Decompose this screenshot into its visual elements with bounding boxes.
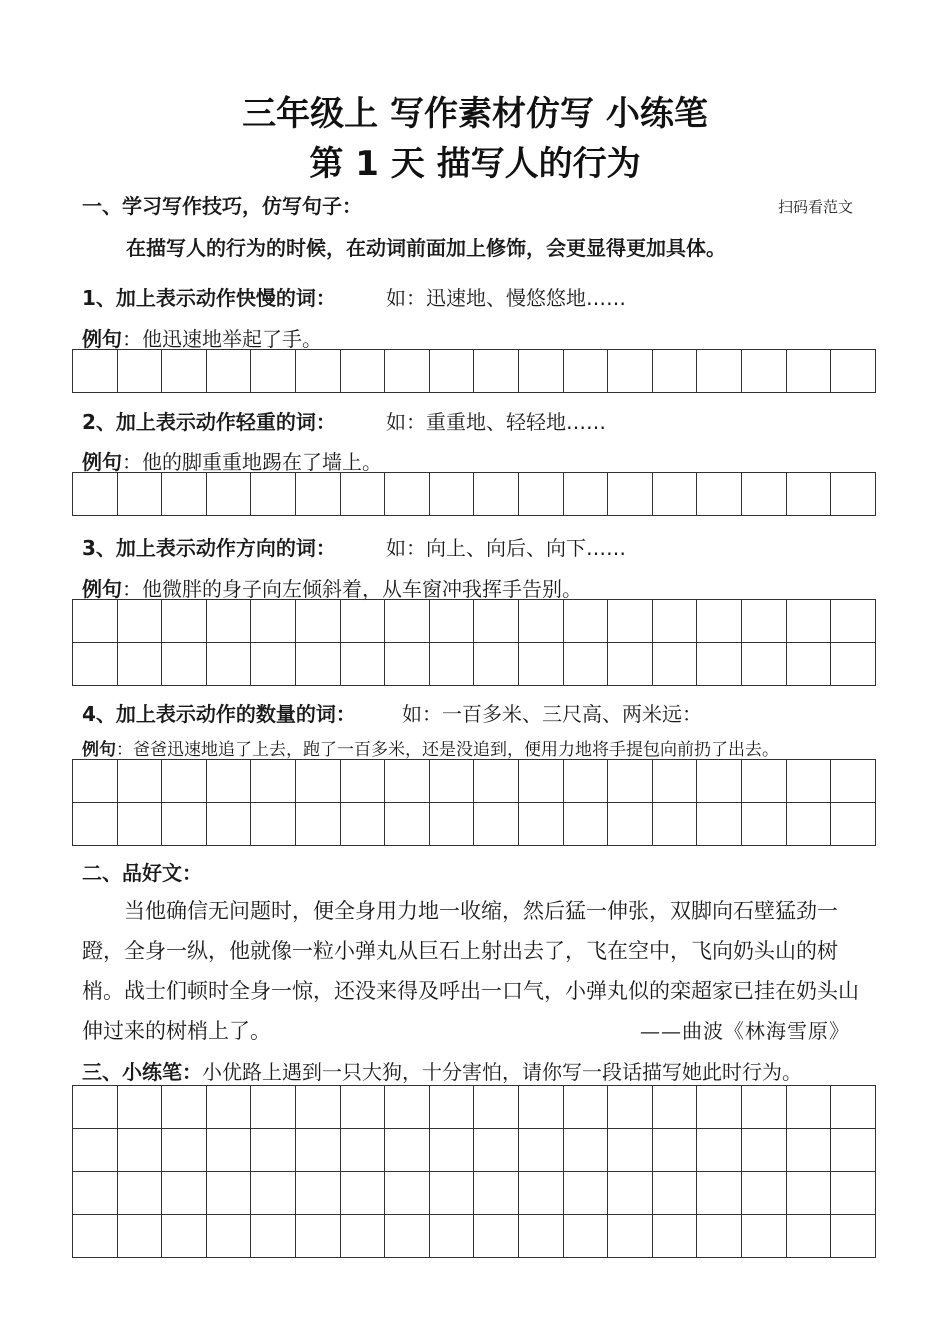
grid-cell[interactable] bbox=[518, 803, 563, 846]
grid-cell[interactable] bbox=[117, 473, 162, 516]
grid-cell[interactable] bbox=[518, 1086, 563, 1129]
grid-cell[interactable] bbox=[831, 643, 876, 686]
grid-cell[interactable] bbox=[518, 350, 563, 393]
item2-label: 2、加上表示动作轻重的词： bbox=[82, 410, 336, 434]
writing-grid-5[interactable] bbox=[72, 1085, 876, 1258]
grid-cell[interactable] bbox=[295, 1086, 340, 1129]
grid-cell[interactable] bbox=[162, 803, 207, 846]
grid-cell[interactable] bbox=[786, 600, 831, 643]
grid-cell[interactable] bbox=[162, 1215, 207, 1258]
grid-cell[interactable] bbox=[563, 600, 608, 643]
grid-cell[interactable] bbox=[340, 473, 385, 516]
grid-cell[interactable] bbox=[295, 600, 340, 643]
grid-cell[interactable] bbox=[831, 803, 876, 846]
grid-cell[interactable] bbox=[474, 1215, 519, 1258]
grid-cell[interactable] bbox=[206, 1129, 251, 1172]
grid-cell[interactable] bbox=[206, 1215, 251, 1258]
grid-cell[interactable] bbox=[697, 760, 742, 803]
grid-cell[interactable] bbox=[563, 473, 608, 516]
grid-cell[interactable] bbox=[786, 803, 831, 846]
grid-cell[interactable] bbox=[652, 760, 697, 803]
grid-cell[interactable] bbox=[251, 643, 296, 686]
grid-cell[interactable] bbox=[429, 1172, 474, 1215]
example-label: 例句 bbox=[82, 450, 122, 474]
grid-cell[interactable] bbox=[117, 350, 162, 393]
grid-cell[interactable] bbox=[786, 350, 831, 393]
grid-cell[interactable] bbox=[295, 350, 340, 393]
grid-cell[interactable] bbox=[429, 1215, 474, 1258]
example-text: ：他的脚重重地踢在了墙上。 bbox=[122, 450, 382, 474]
grid-cell[interactable] bbox=[474, 473, 519, 516]
grid-cell[interactable] bbox=[73, 1215, 118, 1258]
grid-cell[interactable] bbox=[518, 760, 563, 803]
writing-grid-2[interactable] bbox=[72, 472, 876, 516]
grid-cell[interactable] bbox=[786, 1172, 831, 1215]
grid-cell[interactable] bbox=[162, 643, 207, 686]
section2-heading: 二、品好文： bbox=[82, 861, 202, 885]
passage-source: ——曲波《林海雪原》 bbox=[640, 1019, 850, 1043]
grid-cell[interactable] bbox=[652, 1086, 697, 1129]
grid-cell[interactable] bbox=[251, 1215, 296, 1258]
grid-cell[interactable] bbox=[652, 1172, 697, 1215]
grid-cell[interactable] bbox=[340, 1129, 385, 1172]
grid-cell[interactable] bbox=[429, 1086, 474, 1129]
grid-cell[interactable] bbox=[251, 473, 296, 516]
item3-label: 3、加上表示动作方向的词： bbox=[82, 536, 336, 560]
grid-cell[interactable] bbox=[652, 473, 697, 516]
item1-examples: 如：迅速地、慢悠悠地…… bbox=[386, 286, 626, 310]
grid-cell[interactable] bbox=[518, 643, 563, 686]
grid-cell[interactable] bbox=[608, 1215, 653, 1258]
grid-cell[interactable] bbox=[652, 643, 697, 686]
section3-heading: 三、小练笔： bbox=[82, 1060, 202, 1084]
grid-cell[interactable] bbox=[608, 760, 653, 803]
grid-cell[interactable] bbox=[697, 1086, 742, 1129]
grid-cell[interactable] bbox=[295, 1215, 340, 1258]
item3-examples: 如：向上、向后、向下…… bbox=[386, 536, 626, 560]
grid-cell[interactable] bbox=[340, 600, 385, 643]
grid-cell[interactable] bbox=[251, 760, 296, 803]
grid-cell[interactable] bbox=[73, 643, 118, 686]
grid-cell[interactable] bbox=[608, 350, 653, 393]
grid-cell[interactable] bbox=[697, 1129, 742, 1172]
grid-cell[interactable] bbox=[340, 803, 385, 846]
writing-grid-1[interactable] bbox=[72, 349, 876, 393]
grid-cell[interactable] bbox=[206, 1086, 251, 1129]
grid-cell[interactable] bbox=[786, 1215, 831, 1258]
grid-cell[interactable] bbox=[786, 473, 831, 516]
example-text: ：他微胖的身子向左倾斜着，从车窗冲我挥手告别。 bbox=[122, 577, 582, 601]
grid-cell[interactable] bbox=[786, 1129, 831, 1172]
item1-sentence bbox=[82, 323, 322, 352]
grid-cell[interactable] bbox=[563, 1215, 608, 1258]
grid-cell[interactable] bbox=[429, 803, 474, 846]
grid-cell[interactable] bbox=[295, 803, 340, 846]
grid-cell[interactable] bbox=[429, 1129, 474, 1172]
grid-cell[interactable] bbox=[741, 760, 786, 803]
example-label: 例句 bbox=[82, 577, 122, 601]
grid-cell[interactable] bbox=[206, 803, 251, 846]
grid-cell[interactable] bbox=[697, 1172, 742, 1215]
grid-cell[interactable] bbox=[117, 600, 162, 643]
grid-cell[interactable] bbox=[385, 1172, 430, 1215]
grid-cell[interactable] bbox=[295, 1172, 340, 1215]
grid-cell[interactable] bbox=[117, 1086, 162, 1129]
grid-cell[interactable] bbox=[206, 1172, 251, 1215]
grid-cell[interactable] bbox=[73, 1172, 118, 1215]
grid-cell[interactable] bbox=[162, 760, 207, 803]
grid-cell[interactable] bbox=[295, 473, 340, 516]
grid-cell[interactable] bbox=[831, 1129, 876, 1172]
grid-cell[interactable] bbox=[474, 1086, 519, 1129]
grid-cell[interactable] bbox=[474, 760, 519, 803]
grid-cell[interactable] bbox=[429, 473, 474, 516]
grid-cell[interactable] bbox=[563, 760, 608, 803]
grid-cell[interactable] bbox=[429, 600, 474, 643]
grid-cell[interactable] bbox=[518, 1215, 563, 1258]
writing-grid-4[interactable] bbox=[72, 759, 876, 846]
grid-cell[interactable] bbox=[73, 473, 118, 516]
grid-cell[interactable] bbox=[340, 1215, 385, 1258]
item1-label: 1、加上表示动作快慢的词： bbox=[82, 286, 336, 310]
grid-cell[interactable] bbox=[563, 1172, 608, 1215]
grid-cell[interactable] bbox=[206, 473, 251, 516]
grid-cell[interactable] bbox=[608, 1129, 653, 1172]
model-passage: 当他确信无问题时，便全身用力地一收缩，然后猛一伸张，双脚向石壁猛劲一蹬，全身一纵，他就像一粒小弹丸从巨石上射出去了，飞在空中，飞向奶头山的树梢。战士们顿时全身一惊，还没来得及呼出一口气，小弹丸似的栾超家已挂在奶头山伸过来的树梢上了。 bbox=[82, 899, 859, 1043]
grid-cell[interactable] bbox=[652, 803, 697, 846]
grid-cell[interactable] bbox=[429, 760, 474, 803]
grid-cell[interactable] bbox=[340, 760, 385, 803]
grid-cell[interactable] bbox=[697, 473, 742, 516]
grid-cell[interactable] bbox=[429, 350, 474, 393]
grid-cell[interactable] bbox=[786, 760, 831, 803]
grid-cell[interactable] bbox=[73, 1129, 118, 1172]
grid-cell[interactable] bbox=[385, 803, 430, 846]
grid-cell[interactable] bbox=[340, 1172, 385, 1215]
grid-cell[interactable] bbox=[385, 1086, 430, 1129]
item3-sentence bbox=[82, 573, 582, 602]
grid-cell[interactable] bbox=[162, 1086, 207, 1129]
grid-cell[interactable] bbox=[608, 600, 653, 643]
grid-cell[interactable] bbox=[786, 643, 831, 686]
grid-cell[interactable] bbox=[831, 1086, 876, 1129]
grid-cell[interactable] bbox=[831, 1215, 876, 1258]
grid-cell[interactable] bbox=[117, 643, 162, 686]
grid-cell[interactable] bbox=[697, 350, 742, 393]
grid-cell[interactable] bbox=[608, 473, 653, 516]
grid-cell[interactable] bbox=[474, 1172, 519, 1215]
grid-cell[interactable] bbox=[608, 643, 653, 686]
grid-cell[interactable] bbox=[474, 350, 519, 393]
grid-cell[interactable] bbox=[563, 643, 608, 686]
grid-cell[interactable] bbox=[652, 350, 697, 393]
grid-cell[interactable] bbox=[831, 350, 876, 393]
grid-cell[interactable] bbox=[117, 803, 162, 846]
item4-sentence bbox=[82, 735, 779, 760]
grid-cell[interactable] bbox=[295, 643, 340, 686]
grid-cell[interactable] bbox=[73, 803, 118, 846]
grid-cell[interactable] bbox=[385, 1129, 430, 1172]
grid-cell[interactable] bbox=[162, 1129, 207, 1172]
grid-cell[interactable] bbox=[474, 643, 519, 686]
example-text: ：爸爸迅速地追了上去，跑了一百多米，还是没追到，便用力地将手提包向前扔了出去。 bbox=[116, 740, 779, 760]
grid-cell[interactable] bbox=[741, 643, 786, 686]
grid-cell[interactable] bbox=[117, 760, 162, 803]
item2-examples: 如：重重地、轻轻地…… bbox=[386, 410, 606, 434]
grid-cell[interactable] bbox=[117, 1129, 162, 1172]
grid-cell[interactable] bbox=[385, 1215, 430, 1258]
grid-cell[interactable] bbox=[385, 350, 430, 393]
item4-label: 4、加上表示动作的数量的词： bbox=[82, 702, 356, 726]
page-title: 三年级上 写作素材仿写 小练笔 bbox=[242, 94, 708, 134]
grid-cell[interactable] bbox=[340, 1086, 385, 1129]
grid-cell[interactable] bbox=[117, 1215, 162, 1258]
grid-cell[interactable] bbox=[518, 1129, 563, 1172]
grid-cell[interactable] bbox=[474, 600, 519, 643]
example-label: 例句 bbox=[82, 327, 122, 351]
grid-cell[interactable] bbox=[741, 803, 786, 846]
scan-note: 扫码看范文 bbox=[778, 198, 854, 216]
grid-cell[interactable] bbox=[831, 760, 876, 803]
grid-cell[interactable] bbox=[385, 600, 430, 643]
grid-cell[interactable] bbox=[786, 1086, 831, 1129]
grid-cell[interactable] bbox=[741, 600, 786, 643]
grid-cell[interactable] bbox=[385, 760, 430, 803]
grid-cell[interactable] bbox=[73, 350, 118, 393]
grid-cell[interactable] bbox=[429, 643, 474, 686]
grid-cell[interactable] bbox=[608, 803, 653, 846]
grid-cell[interactable] bbox=[162, 600, 207, 643]
grid-cell[interactable] bbox=[251, 1129, 296, 1172]
grid-cell[interactable] bbox=[831, 473, 876, 516]
grid-cell[interactable] bbox=[697, 1215, 742, 1258]
grid-cell[interactable] bbox=[340, 350, 385, 393]
grid-cell[interactable] bbox=[295, 760, 340, 803]
grid-cell[interactable] bbox=[117, 1172, 162, 1215]
section3-prompt: 小优路上遇到一只大狗，十分害怕，请你写一段话描写她此时行为。 bbox=[202, 1060, 802, 1084]
item4-examples: 如：一百多米、三尺高、两米远： bbox=[402, 702, 702, 726]
grid-cell[interactable] bbox=[251, 600, 296, 643]
grid-cell[interactable] bbox=[563, 350, 608, 393]
grid-cell[interactable] bbox=[652, 1129, 697, 1172]
grid-cell[interactable] bbox=[518, 473, 563, 516]
grid-cell[interactable] bbox=[385, 643, 430, 686]
grid-cell[interactable] bbox=[162, 1172, 207, 1215]
grid-cell[interactable] bbox=[563, 1086, 608, 1129]
grid-cell[interactable] bbox=[697, 803, 742, 846]
grid-cell[interactable] bbox=[741, 1086, 786, 1129]
grid-cell[interactable] bbox=[73, 760, 118, 803]
grid-cell[interactable] bbox=[831, 600, 876, 643]
grid-cell[interactable] bbox=[652, 600, 697, 643]
grid-cell[interactable] bbox=[518, 1172, 563, 1215]
grid-cell[interactable] bbox=[474, 1129, 519, 1172]
grid-cell[interactable] bbox=[206, 643, 251, 686]
grid-cell[interactable] bbox=[251, 1172, 296, 1215]
grid-cell[interactable] bbox=[741, 1172, 786, 1215]
example-label: 例句 bbox=[82, 740, 116, 760]
example-text: ：他迅速地举起了手。 bbox=[122, 327, 322, 351]
section3-line bbox=[82, 1056, 802, 1085]
writing-grid-3[interactable] bbox=[72, 599, 876, 686]
grid-cell[interactable] bbox=[741, 350, 786, 393]
grid-cell[interactable] bbox=[741, 473, 786, 516]
grid-cell[interactable] bbox=[295, 1129, 340, 1172]
grid-cell[interactable] bbox=[206, 760, 251, 803]
item2-sentence bbox=[82, 446, 382, 475]
grid-cell[interactable] bbox=[340, 643, 385, 686]
grid-cell[interactable] bbox=[831, 1172, 876, 1215]
grid-cell[interactable] bbox=[608, 1172, 653, 1215]
grid-cell[interactable] bbox=[251, 803, 296, 846]
grid-cell[interactable] bbox=[741, 1215, 786, 1258]
section1-tip: 在描写人的行为的时候，在动词前面加上修饰，会更显得更加具体。 bbox=[126, 236, 726, 260]
grid-cell[interactable] bbox=[73, 600, 118, 643]
grid-cell[interactable] bbox=[697, 643, 742, 686]
grid-cell[interactable] bbox=[251, 1086, 296, 1129]
grid-cell[interactable] bbox=[474, 803, 519, 846]
grid-cell[interactable] bbox=[741, 1129, 786, 1172]
grid-cell[interactable] bbox=[162, 350, 207, 393]
grid-cell[interactable] bbox=[563, 1129, 608, 1172]
grid-cell[interactable] bbox=[608, 1086, 653, 1129]
page-subtitle: 第 1 天 描写人的行为 bbox=[309, 144, 641, 184]
grid-cell[interactable] bbox=[251, 350, 296, 393]
grid-cell[interactable] bbox=[162, 473, 207, 516]
section1-heading: 一、学习写作技巧，仿写句子： bbox=[82, 194, 362, 218]
grid-cell[interactable] bbox=[206, 600, 251, 643]
grid-cell[interactable] bbox=[385, 473, 430, 516]
grid-cell[interactable] bbox=[518, 600, 563, 643]
grid-cell[interactable] bbox=[73, 1086, 118, 1129]
grid-cell[interactable] bbox=[652, 1215, 697, 1258]
grid-cell[interactable] bbox=[697, 600, 742, 643]
grid-cell[interactable] bbox=[206, 350, 251, 393]
grid-cell[interactable] bbox=[563, 803, 608, 846]
